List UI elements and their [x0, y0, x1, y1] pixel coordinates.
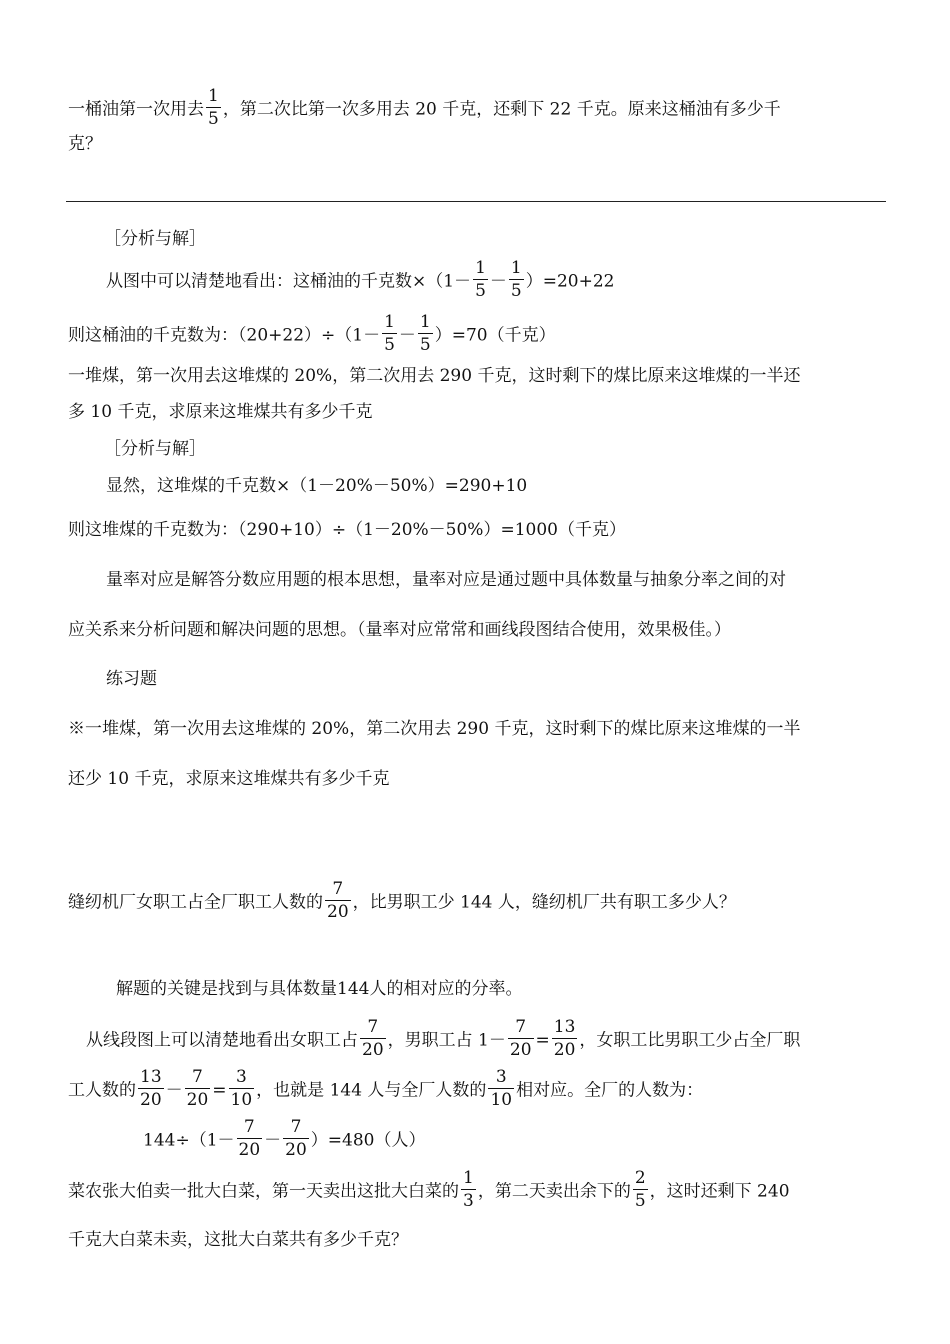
text: =	[535, 1030, 550, 1051]
text: 从线段图上可以清楚地看出女职工占	[86, 1030, 358, 1051]
fraction	[509, 260, 524, 300]
concept-paragraph-line-1: 量率对应是解答分数应用题的根本思想，量率对应是通过题中具体数量与抽象分率之间的对	[106, 570, 786, 590]
solution-1-line-2	[68, 312, 556, 356]
text: ，女职工比男职工少占全厂职	[579, 1030, 801, 1051]
solution-2-heading: ［分析与解］	[104, 439, 206, 459]
fraction	[138, 1069, 164, 1109]
fraction	[473, 260, 488, 300]
numerator: 7	[367, 1017, 379, 1037]
text: =	[212, 1080, 227, 1101]
fraction	[237, 1119, 263, 1159]
numerator: 1	[463, 1168, 474, 1188]
fraction	[488, 1069, 514, 1109]
concept-paragraph-line-2: 应关系来分析问题和解决问题的思想。（量率对应常常和画线段图结合使用，效果极佳。）	[68, 620, 731, 640]
text: 144÷（1－	[143, 1130, 235, 1151]
numerator: 7	[243, 1117, 255, 1137]
fraction	[508, 1019, 534, 1059]
denominator: 20	[238, 1140, 261, 1160]
numerator: 3	[235, 1067, 247, 1087]
numerator: 7	[290, 1117, 302, 1137]
fraction	[360, 1019, 386, 1059]
problem-2-line-1: 一堆煤，第一次用去这堆煤的 20%，第二次用去 290 千克，这时剩下的煤比原来这堆煤的一半还	[68, 366, 801, 386]
text: －	[489, 271, 507, 292]
solution-2-line-1: 显然，这堆煤的千克数×（1－20%－50%）=290+10	[106, 476, 528, 496]
solution-3-line-2	[68, 1067, 704, 1111]
text: －	[165, 1080, 183, 1101]
solution-3-key: 解题的关键是找到与具体数量144人的相对应的分率。	[116, 979, 523, 999]
numerator: 2	[634, 1168, 646, 1188]
text: －	[264, 1130, 282, 1151]
fraction	[206, 88, 221, 128]
denominator: 20	[140, 1090, 162, 1110]
solution-1-line-1	[106, 258, 615, 302]
numerator: 1	[419, 312, 431, 332]
solution-3-line-1	[86, 1017, 801, 1061]
problem-3-line	[68, 879, 736, 923]
text: ，比男职工少 144 人，缝纫机厂共有职工多少人？	[352, 892, 736, 913]
numerator: 7	[332, 879, 344, 899]
numerator: 3	[495, 1067, 507, 1087]
exercise-line-1: ※一堆煤，第一次用去这堆煤的 20%，第二次用去 290 千克，这时剩下的煤比原来这堆煤的一半	[68, 719, 801, 739]
text: 相对应。全厂的人数为：	[516, 1080, 704, 1101]
denominator: 20	[362, 1040, 384, 1060]
denominator: 20	[509, 1040, 532, 1060]
solution-3-line-3	[143, 1117, 426, 1161]
denominator: 3	[463, 1191, 474, 1211]
denominator: 5	[419, 335, 431, 355]
separator-line	[66, 201, 886, 202]
denominator: 5	[475, 281, 486, 301]
denominator: 5	[208, 109, 219, 129]
denominator: 5	[510, 281, 522, 301]
numerator: 1	[510, 258, 522, 278]
denominator: 5	[384, 335, 395, 355]
denominator: 20	[553, 1040, 576, 1060]
numerator: 1	[208, 86, 219, 106]
numerator: 7	[515, 1017, 527, 1037]
text: 工人数的	[68, 1080, 136, 1101]
denominator: 10	[490, 1090, 513, 1110]
text: 菜农张大伯卖一批大白菜，第一天卖出这批大白菜的	[68, 1181, 459, 1202]
denominator: 20	[327, 902, 349, 922]
exercise-label: 练习题	[106, 669, 157, 689]
solution-2-line-2: 则这堆煤的千克数为：（290+10）÷（1－20%－50%）=1000（千克）	[68, 520, 626, 540]
problem-4-line-2: 千克大白菜未卖，这批大白菜共有多少千克？	[68, 1230, 408, 1250]
numerator: 7	[192, 1067, 203, 1087]
fraction	[552, 1019, 578, 1059]
text: ）=20+22	[525, 271, 615, 292]
problem-1-text-b: ，第二次比第一次多用去 20 千克，还剩下 22 千克。原来这桶油有多少千	[222, 99, 781, 120]
fraction	[283, 1119, 309, 1159]
denominator: 5	[634, 1191, 646, 1211]
numerator: 1	[384, 312, 395, 332]
denominator: 10	[230, 1090, 253, 1110]
text: ，这时还剩下 240	[649, 1181, 790, 1202]
numerator: 1	[475, 258, 486, 278]
solution-1-heading: ［分析与解］	[104, 229, 206, 249]
text: 缝纫机厂女职工占全厂职工人数的	[68, 892, 323, 913]
text: ，男职工占 1－	[387, 1030, 506, 1051]
text: ，也就是 144 人与全厂人数的	[256, 1080, 487, 1101]
problem-1-text-a: 一桶油第一次用去	[68, 99, 204, 120]
exercise-line-2: 还少 10 千克，求原来这堆煤共有多少千克	[68, 769, 390, 789]
fraction	[382, 314, 397, 354]
text: ）=480（人）	[310, 1130, 426, 1151]
numerator: 13	[553, 1017, 576, 1037]
fraction	[325, 881, 351, 921]
fraction	[461, 1170, 476, 1210]
denominator: 20	[186, 1090, 209, 1110]
numerator: 13	[140, 1067, 162, 1087]
problem-2-line-2: 多 10 千克，求原来这堆煤共有多少千克	[68, 402, 373, 422]
text: 从图中可以清楚地看出：这桶油的千克数×（1－	[106, 271, 472, 292]
text: －	[398, 325, 416, 346]
text: ，第二天卖出余下的	[477, 1181, 631, 1202]
text: 则这桶油的千克数为：（20+22）÷（1－	[68, 325, 381, 346]
text: ）=70（千克）	[434, 325, 556, 346]
fraction	[633, 1170, 648, 1210]
fraction	[418, 314, 433, 354]
fraction	[185, 1069, 211, 1109]
denominator: 20	[285, 1140, 307, 1160]
problem-1-line-1	[68, 86, 781, 130]
fraction	[229, 1069, 255, 1109]
problem-4-line-1	[68, 1168, 790, 1212]
problem-1-line-2: 克？	[68, 134, 102, 154]
